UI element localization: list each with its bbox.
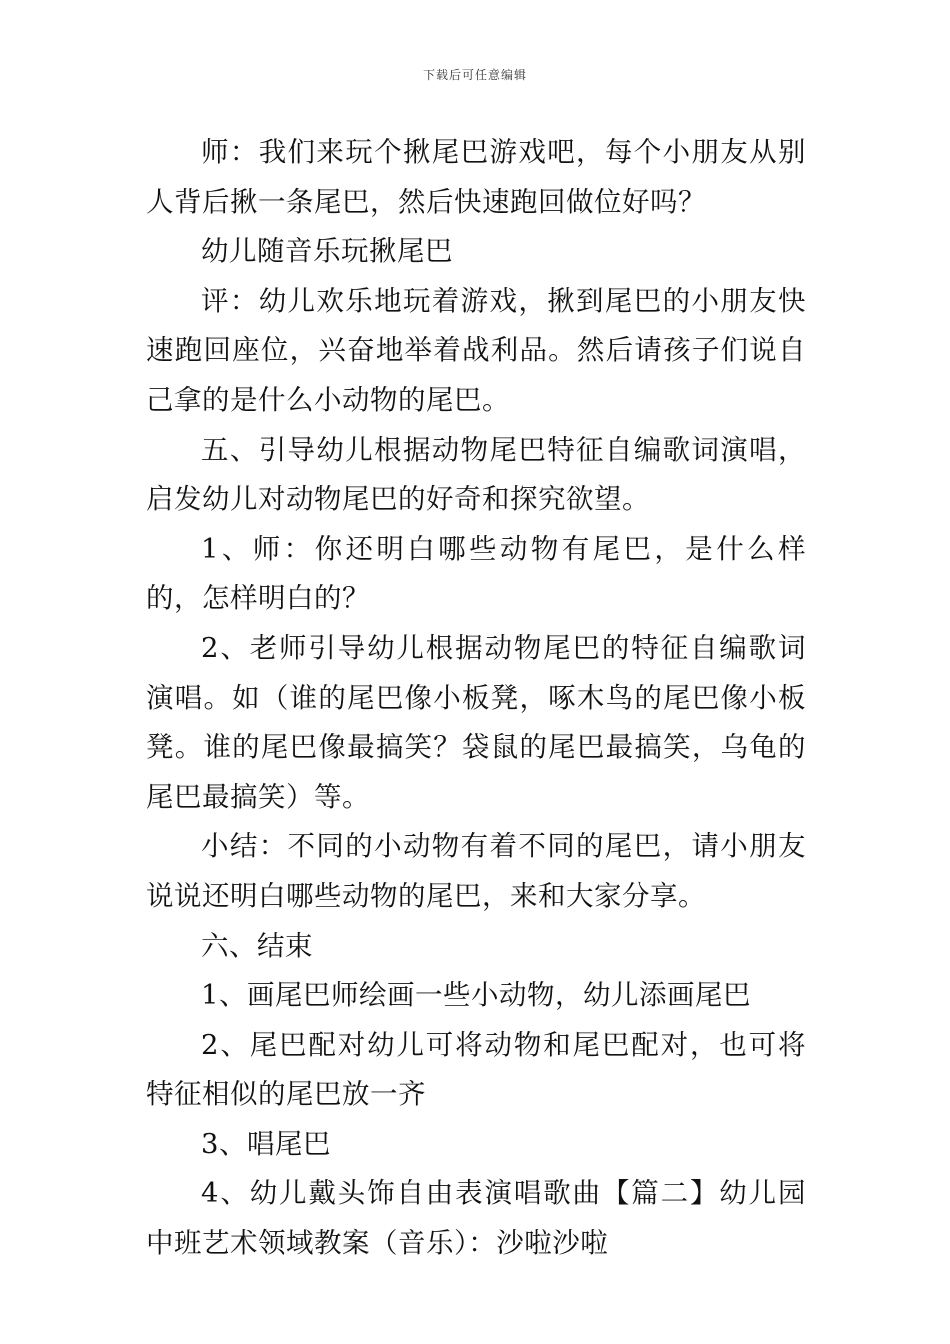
paragraph-end-four: 4、幼儿戴头饰自由表演唱歌曲【篇二】幼儿园中班艺术领域教案（音乐）：沙啦沙啦	[146, 1177, 806, 1260]
paragraph-end-one: 1、画尾巴师绘画一些小动物，幼儿添画尾巴	[201, 979, 751, 1012]
paragraph-game-intro: 师：我们来玩个揪尾巴游戏吧，每个小朋友从别人背后揪一条尾巴，然后快速跑回做位好吗？	[146, 136, 806, 218]
paragraph-evaluation: 评：幼儿欢乐地玩着游戏，揪到尾巴的小朋友快速跑回座位，兴奋地举着战利品。然后请孩子们说自己拿的是什么小动物的尾巴。	[146, 284, 806, 416]
paragraph-step-one: 1、师：你还明白哪些动物有尾巴，是什么样的，怎样明白的？	[146, 532, 806, 615]
paragraph-end-two: 2、尾巴配对幼儿可将动物和尾巴配对，也可将特征相似的尾巴放一齐	[146, 1028, 806, 1111]
document-body	[146, 128, 806, 1269]
paragraph-section-five: 五、引导幼儿根据动物尾巴特征自编歌词演唱，启发幼儿对动物尾巴的好奇和探究欲望。	[146, 433, 806, 516]
paragraph-end-three: 3、唱尾巴	[201, 1127, 331, 1160]
paragraph-summary: 小结：不同的小动物有着不同的尾巴，请小朋友说说还明白哪些动物的尾巴，来和大家分享。	[146, 830, 806, 912]
paragraph-section-six: 六、结束	[201, 929, 313, 962]
page-header-note: 下载后可任意编辑	[422, 68, 527, 82]
paragraph-music-play: 幼儿随音乐玩揪尾巴	[201, 235, 453, 268]
paragraph-step-two: 2、老师引导幼儿根据动物尾巴的特征自编歌词演唱。如（谁的尾巴像小板凳，啄木鸟的尾巴像小板凳。谁的尾巴像最搞笑？袋鼠的尾巴最搞笑，乌龟的尾巴最搞笑）等。	[146, 631, 806, 813]
